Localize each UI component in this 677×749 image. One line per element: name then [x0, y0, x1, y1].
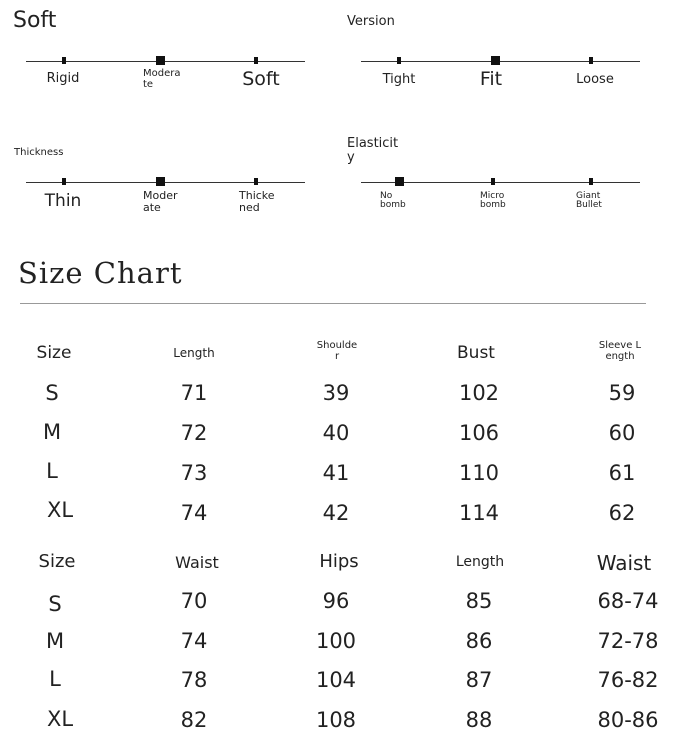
table-cell: 82: [180, 708, 208, 732]
scale-tick: [62, 57, 66, 64]
table-cell: 39: [322, 381, 350, 405]
scale-selected-marker: [156, 56, 165, 65]
table-cell: L: [49, 667, 61, 691]
scale-label: Tight: [382, 72, 416, 87]
table-header: Size: [36, 343, 72, 363]
scale-tick: [589, 57, 593, 64]
scale-label: Giant Bullet: [576, 191, 602, 211]
table-header: Shoulde r: [316, 340, 358, 362]
table-cell: 87: [465, 668, 493, 692]
size-chart-divider: [20, 303, 646, 304]
table-cell: 88: [465, 708, 493, 732]
table-cell: 72-78: [597, 629, 659, 653]
table-cell: 62: [608, 501, 636, 525]
table-cell: 104: [315, 668, 357, 692]
scale-tick: [491, 178, 495, 185]
scale-selected-marker: [491, 56, 500, 65]
table-cell: M: [42, 420, 62, 444]
scale-title-softness: Soft: [13, 8, 57, 33]
table-cell: 74: [180, 629, 208, 653]
scale-tick: [254, 178, 258, 185]
scale-tick: [589, 178, 593, 185]
scale-label: Rigid: [46, 71, 80, 86]
table-cell: 108: [315, 708, 357, 732]
table-cell: 86: [465, 629, 493, 653]
table-cell: 114: [458, 501, 500, 525]
table-cell: 42: [322, 501, 350, 525]
table-cell: 60: [608, 421, 636, 445]
table-cell: 85: [465, 589, 493, 613]
scale-label: Soft: [242, 68, 280, 90]
table-cell: 96: [322, 589, 350, 613]
size-chart-title: Size Chart: [18, 256, 183, 290]
table-cell: 72: [180, 421, 208, 445]
scale-tick: [62, 178, 66, 185]
scale-label: Micro bomb: [480, 191, 506, 211]
table-header: Waist: [596, 551, 652, 575]
scale-label: Fit: [479, 68, 503, 90]
scale-tick: [254, 57, 258, 64]
table-cell: 100: [315, 629, 357, 653]
table-cell: 71: [180, 381, 208, 405]
table-cell: 59: [608, 381, 636, 405]
table-header: Size: [38, 551, 76, 572]
table-cell: 80-86: [597, 708, 659, 732]
table-cell: 61: [608, 461, 636, 485]
table-cell: L: [46, 459, 58, 483]
table-header: Length: [455, 554, 505, 570]
scale-selected-marker: [156, 177, 165, 186]
table-cell: 73: [180, 461, 208, 485]
table-cell: 40: [322, 421, 350, 445]
table-cell: 106: [458, 421, 500, 445]
scale-line-version: [361, 61, 640, 62]
table-header: Waist: [175, 553, 219, 572]
scale-label: Moder ate: [143, 189, 178, 214]
table-cell: 68-74: [597, 589, 659, 613]
table-header: Hips: [319, 551, 359, 572]
scale-tick: [397, 57, 401, 64]
scale-line-softness: [26, 61, 305, 62]
scale-label: No bomb: [380, 191, 406, 211]
scale-label: Loose: [576, 72, 614, 87]
scale-line-thickness: [26, 182, 305, 183]
scale-title-elasticity: Elasticit y: [347, 136, 399, 165]
table-cell: 74: [180, 501, 208, 525]
table-header: Sleeve L ength: [598, 340, 642, 362]
scale-label: Modera te: [143, 68, 181, 90]
table-cell: 76-82: [597, 668, 659, 692]
table-header: Length: [173, 346, 215, 360]
table-header: Bust: [457, 343, 495, 363]
table-cell: 102: [458, 381, 500, 405]
table-cell: S: [45, 381, 59, 405]
scale-selected-marker: [395, 177, 404, 186]
table-cell: 110: [458, 461, 500, 485]
scale-title-version: Version: [347, 14, 395, 29]
table-cell: M: [45, 629, 65, 653]
table-cell: XL: [46, 498, 74, 522]
table-cell: S: [48, 592, 62, 616]
table-cell: 70: [180, 589, 208, 613]
table-cell: XL: [46, 707, 74, 731]
scale-label: Thicke ned: [239, 189, 275, 214]
table-cell: 78: [180, 668, 208, 692]
table-cell: 41: [322, 461, 350, 485]
scale-label: Thin: [44, 191, 82, 211]
scale-title-thickness: Thickness: [14, 147, 64, 158]
